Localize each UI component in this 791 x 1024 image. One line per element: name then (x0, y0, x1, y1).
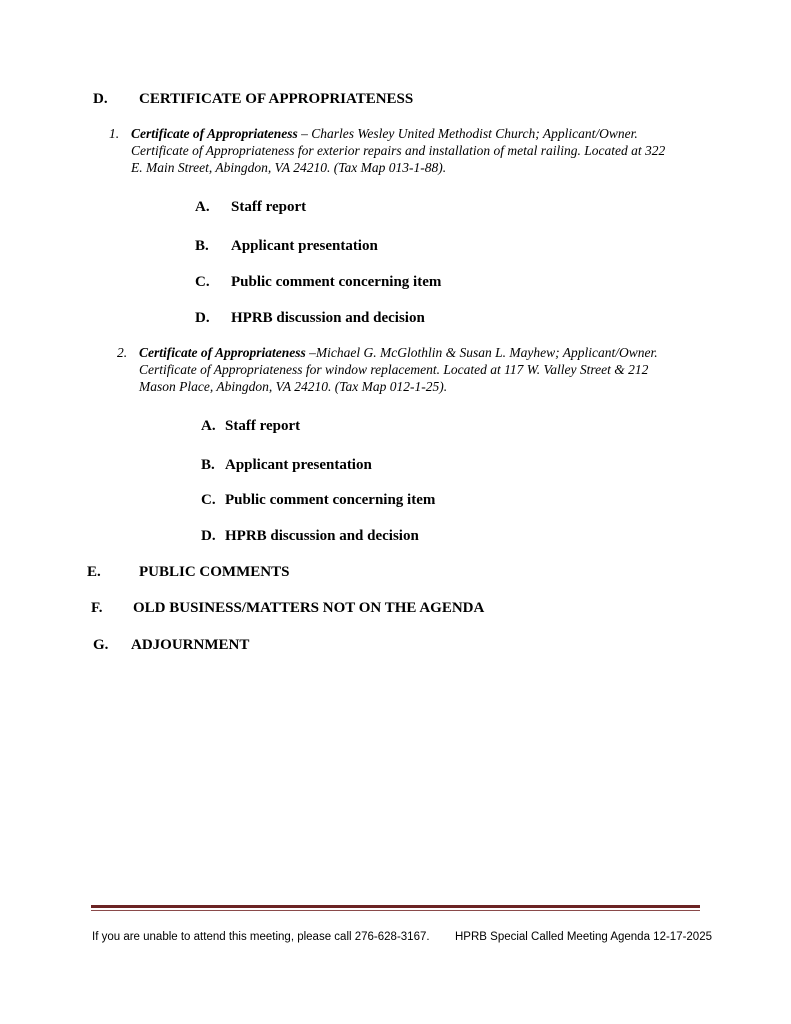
item-2-line1 (139, 345, 658, 362)
item-1-dash: – (297, 126, 312, 141)
item-2-dash: – (305, 345, 316, 360)
section-g-letter: G. (93, 637, 109, 653)
footer-doc-title: HPRB Special Called Meeting Agenda 12-17-2025 (455, 931, 712, 943)
item-1-sub-c-label: Public comment concerning item (231, 274, 442, 290)
item-2-sub-d-label: HPRB discussion and decision (225, 528, 419, 544)
section-d-title: CERTIFICATE OF APPROPRIATENESS (139, 91, 414, 107)
item-1-line3: E. Main Street, Abingdon, VA 24210. (Tax Map 013-1-88). (131, 160, 447, 175)
item-1-sub-c-letter: C. (195, 274, 210, 290)
item-2-lead: Certificate of Appropriateness (139, 345, 306, 360)
item-1-sub-b-letter: B. (195, 238, 209, 254)
item-2-line1-rest: Michael G. McGlothlin & Susan L. Mayhew; Applicant/Owner. (315, 345, 658, 360)
item-2-number: 2. (117, 345, 128, 360)
item-2-sub-b-label: Applicant presentation (225, 457, 372, 473)
item-1-sub-d-label: HPRB discussion and decision (231, 310, 425, 326)
section-f-letter: F. (91, 600, 103, 616)
section-e-letter: E. (87, 564, 101, 580)
item-2-line3: Mason Place, Abingdon, VA 24210. (Tax Map 012-1-25). (139, 379, 448, 394)
footer-phone-note: If you are unable to attend this meeting, please call 276-628-3167. (92, 931, 430, 943)
item-2-sub-a-label: Staff report (225, 418, 301, 434)
footer-rule-thick (91, 905, 700, 908)
item-1-lead: Certificate of Appropriateness (131, 126, 298, 141)
item-2-sub-c-letter: C. (201, 492, 216, 508)
item-1-sub-a-label: Staff report (231, 199, 307, 215)
item-1-line2: Certificate of Appropriateness for exterior repairs and installation of metal railing. Located at 322 (131, 143, 666, 158)
section-d-letter: D. (93, 91, 108, 107)
item-2-sub-a-letter: A. (201, 418, 216, 434)
footer-rule-thin (91, 910, 700, 911)
item-1-sub-b-label: Applicant presentation (231, 238, 378, 254)
item-1-number: 1. (109, 126, 120, 141)
section-f-title: OLD BUSINESS/MATTERS NOT ON THE AGENDA (133, 600, 485, 616)
item-2-sub-c-label: Public comment concerning item (225, 492, 436, 508)
section-g-title: ADJOURNMENT (131, 637, 250, 653)
item-2-sub-d-letter: D. (201, 528, 216, 544)
item-1-sub-d-letter: D. (195, 310, 210, 326)
item-2-sub-b-letter: B. (201, 457, 215, 473)
item-1-sub-a-letter: A. (195, 199, 210, 215)
item-1-line1-rest: Charles Wesley United Methodist Church; Applicant/Owner. (311, 126, 638, 141)
section-e-title: PUBLIC COMMENTS (139, 564, 290, 580)
item-2-line2: Certificate of Appropriateness for window replacement. Located at 117 W. Valley Street & 212 (139, 362, 649, 377)
item-1-line1 (131, 126, 638, 143)
